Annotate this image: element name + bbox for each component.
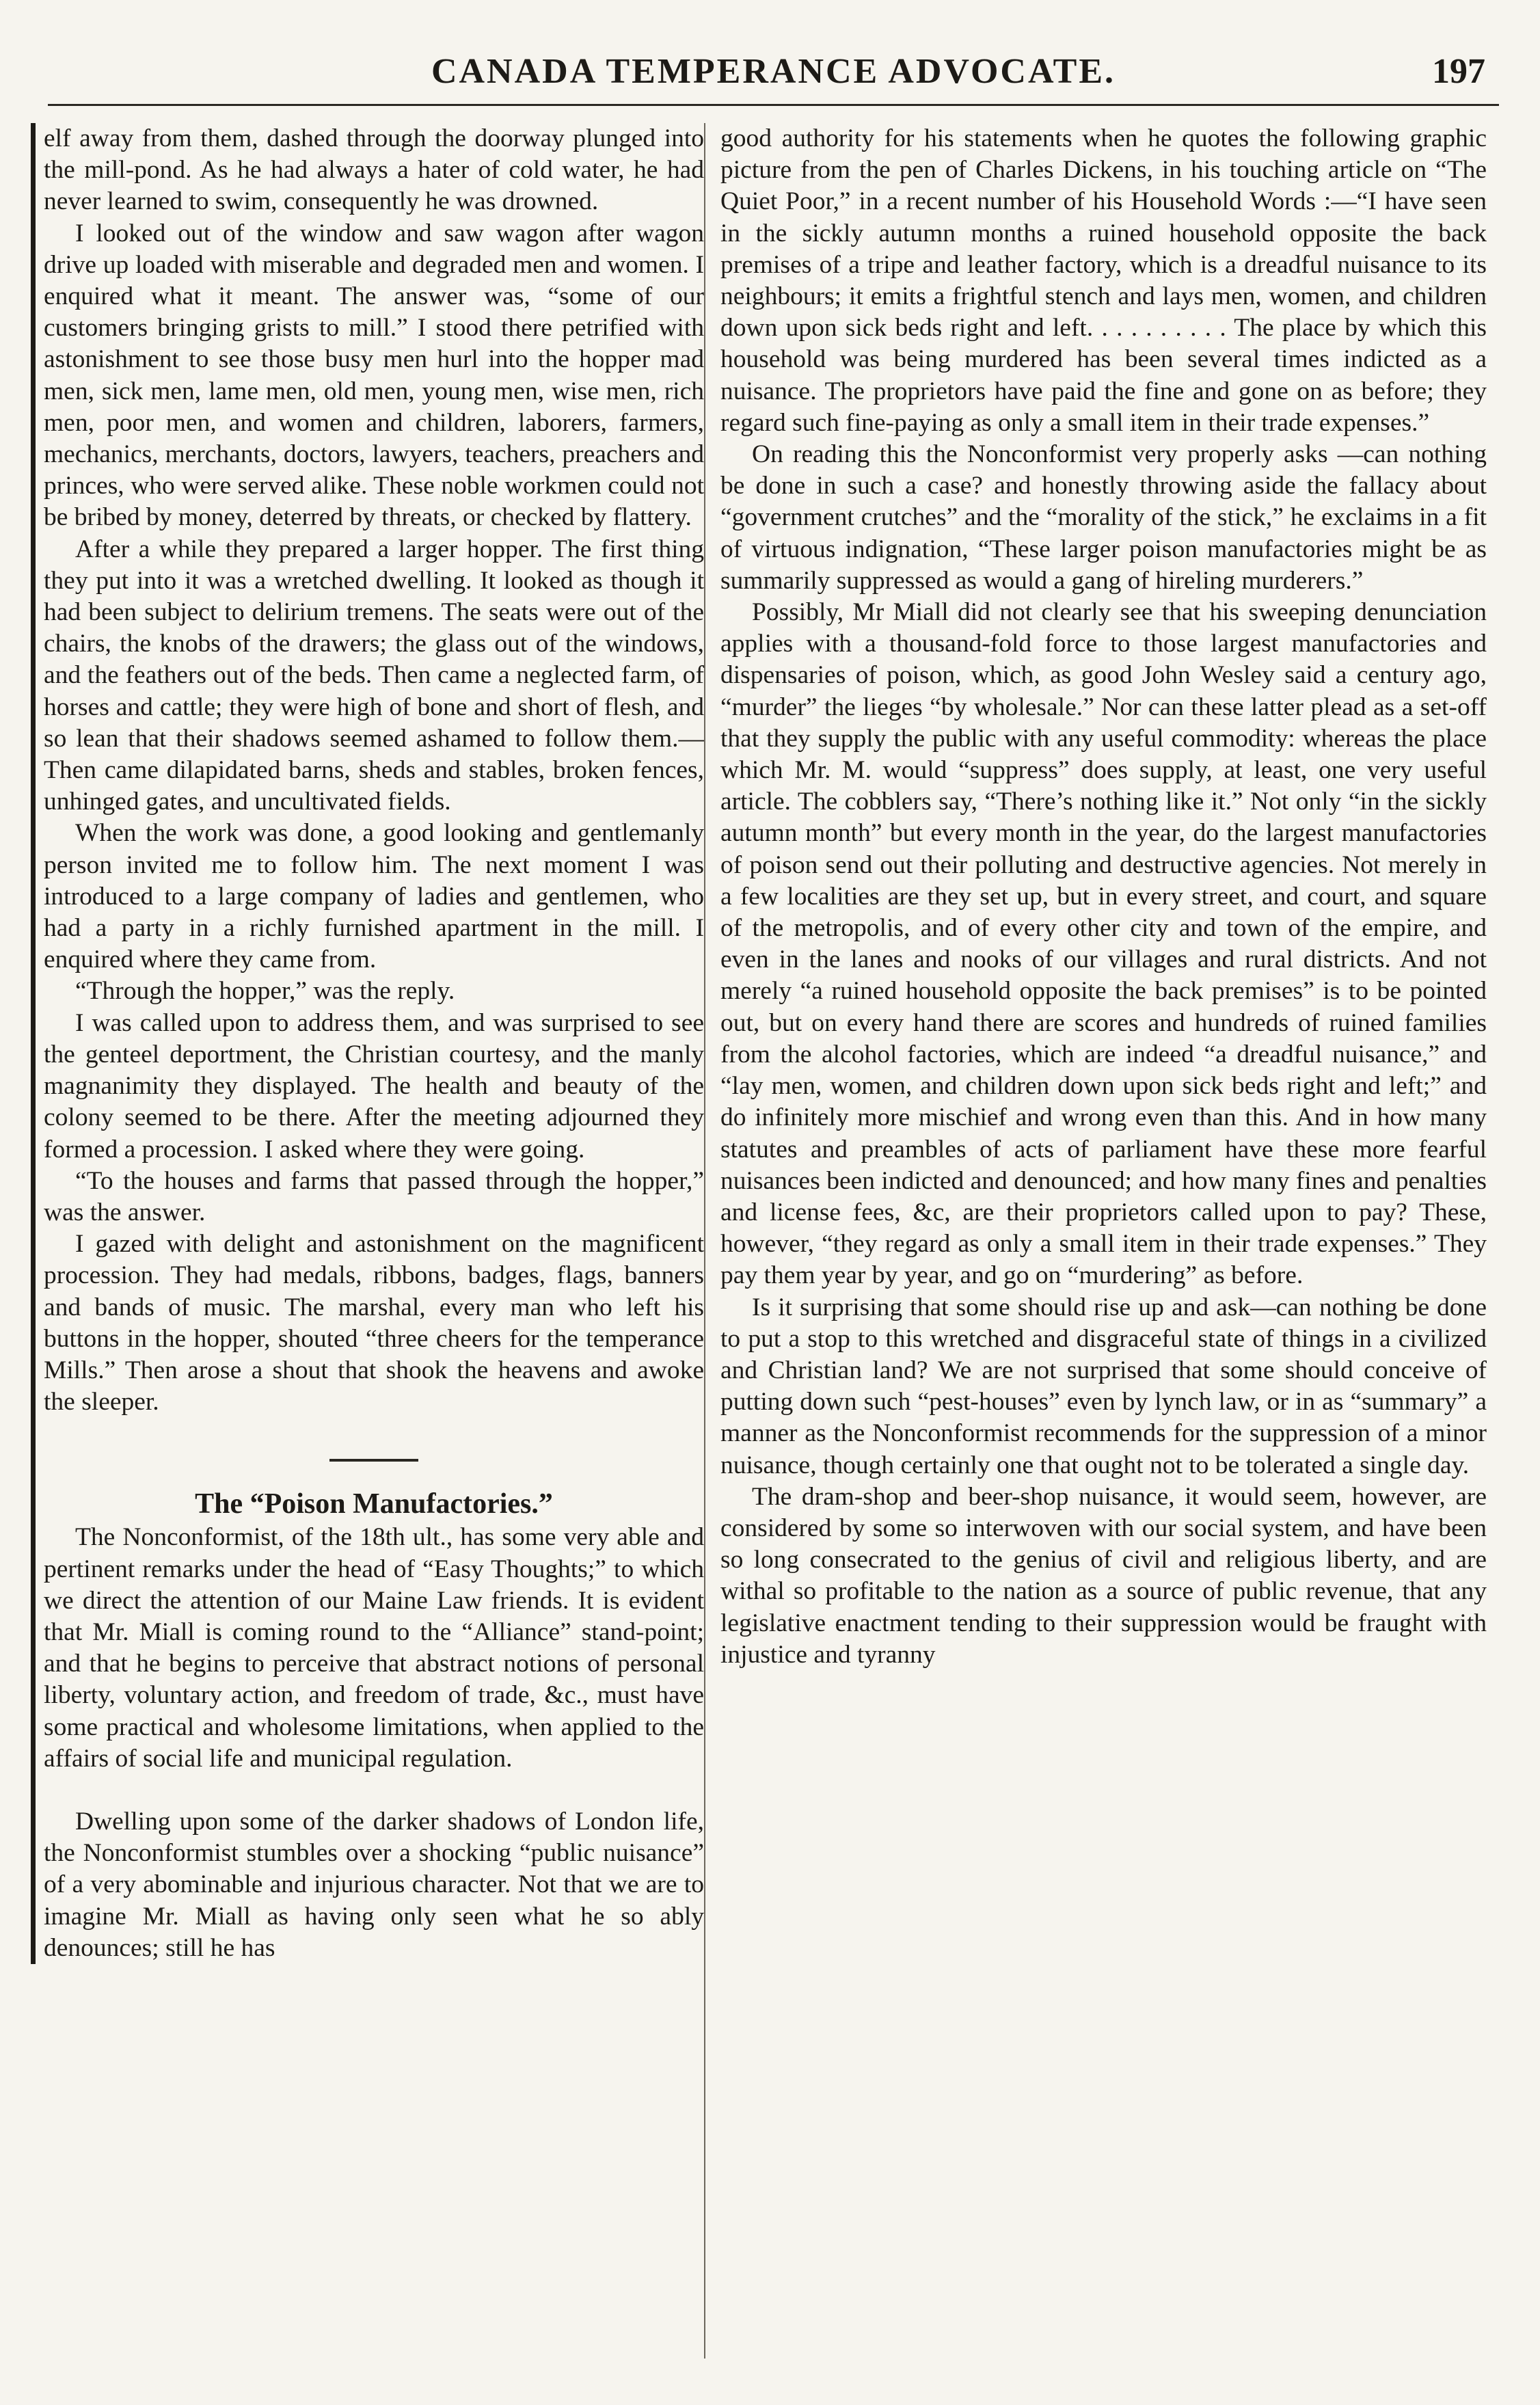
paragraph: When the work was done, a good looking and gentlemanly person invited me to follow him. The next moment I was introduced to a large company of ladies and gentlemen, who had a party in a richly furnished apartment in the mill. I enquired where they came from. bbox=[44, 819, 704, 974]
paragraph: I gazed with delight and astonishment on the magnificent procession. They had medals, ribbons, badges, flags, banners and bands of music. The marshal, every man who left his buttons in the hopper, shouted “three cheers for the temperance Mills.” Then arose a shout that shook the heavens and awoke the sleeper. bbox=[44, 1230, 704, 1416]
paragraph: “To the houses and farms that passed through the hopper,” was the answer. bbox=[44, 1166, 704, 1226]
paragraph: Is it surprising that some should rise up and ask—can nothing be done to put a stop to this wretched and disgraceful state of things in a civilized and Christian land? We are not surprised that some should conceive of putting down such “pest-houses” even by lynch law, or in as “summary” a manner as the Nonconformist recommends for the suppression of a minor nuisance, though certainly one that ought not to be tolerated a single day. bbox=[720, 1293, 1487, 1479]
paragraph: I looked out of the window and saw wagon after wagon drive up loaded with miserable and degraded men and women. I enquired what it meant. The answer was, “some of our customers bringing grists to mill.” I stood there petrified with astonishment to see those busy men hurl into the hopper mad men, sick men, lame men, old men, young men, wise men, rich men, poor men, and women and children, laborers, farmers, mechanics, merchants, doctors, lawyers, teachers, preachers and princes, who were served alike. These noble workmen could not be bribed by money, deterred by threats, or checked by flattery. bbox=[44, 219, 704, 532]
paragraph: The Nonconformist, of the 18th ult., has some very able and pertinent remarks under the head of “Easy Thoughts;” to which we direct the attention of our Maine Law friends. It is evident that Mr. Miall is coming round to the “Alliance” stand-point; and that he begins to perceive that abstract notions of personal liberty, voluntary action, and freedom of trade, &c., must have some practical and wholesome limitations, when applied to the affairs of social life and municipal regulation. bbox=[44, 1523, 704, 1773]
paragraph: After a while they prepared a larger hopper. The first thing they put into it was a wretched dwelling. It looked as though it had been subject to delirium tremens. The seats were out of the chairs, the knobs of the drawers; the glass out of the windows, and the feathers out of the beds. Then came a neglected farm, of horses and cattle; they were high of bone and short of flesh, and so lean that their shadows seemed ashamed to follow them.—Then came dilapidated barns, sheds and stables, broken fences, unhinged gates, and uncultivated fields. bbox=[44, 535, 704, 816]
paragraph: The dram-shop and beer-shop nuisance, it would seem, however, are considered by some so interwoven with our social system, and have been so long consecrated to the genius of civil and religious liberty, and are withal so profitable to the nation as a source of public revenue, that any legislative enactment tending to their suppression would be fraught with injustice and tyranny bbox=[720, 1482, 1487, 1669]
paragraph: Dwelling upon some of the darker shadows of London life, the Nonconformist stumbles over a shocking “public nuisance” of a very abominable and injurious character. Not that we are to imagine Mr. Miall as having only seen what he so ably denounces; still he has bbox=[44, 1807, 704, 1962]
left-column bbox=[31, 123, 704, 1964]
paragraph-gap bbox=[44, 1775, 704, 1806]
paragraph: good authority for his statements when he quotes the following graphic picture from the pen of Charles Dickens, in his touching article on “The Quiet Poor,” in a recent number of his Household Words :—“I have seen in the sickly autumn months a ruined household opposite the back premises of a tripe and leather factory, which is a dreadful nuisance to its neighbours; it emits a frightful stench and lays men, women, and children down upon sick beds right and left. . . . . . . . . . The place by which this household was being murdered has been several times indicted as a nuisance. The proprietors have paid the fine and gone on as before; they regard such fine-paying as only a small item in their trade expenses.” bbox=[720, 124, 1487, 437]
paragraph: “Through the hopper,” was the reply. bbox=[75, 977, 455, 1006]
paragraph: I was called upon to address them, and was surprised to see the genteel deportment, the Christian courtesy, and the manly magnanimity they displayed. The health and beauty of the colony seemed to be there. After the meeting adjourned they formed a procession. I asked where they were going. bbox=[44, 1008, 704, 1164]
section-heading: The “Poison Manufactories.” bbox=[195, 1488, 553, 1520]
section-divider bbox=[329, 1459, 418, 1462]
paragraph: On reading this the Nonconformist very properly asks —can nothing be done in such a case? and honestly throwing aside the fallacy about “government crutches” and the “morality of the stick,” he exclaims in a fit of virtuous indignation, “These larger poison manufactories might be as summarily suppressed as would a gang of hireling murderers.” bbox=[720, 440, 1487, 595]
page-header bbox=[48, 48, 1499, 103]
right-column bbox=[704, 123, 1487, 2359]
running-title: CANADA TEMPERANCE ADVOCATE. bbox=[431, 52, 1116, 91]
paragraph: elf away from them, dashed through the doorway plunged into the mill-pond. As he had always a hater of cold water, he had never learned to swim, consequently he was drowned. bbox=[44, 124, 704, 216]
page-number: 197 bbox=[1432, 52, 1485, 91]
header-rule bbox=[48, 104, 1499, 106]
paragraph: Possibly, Mr Miall did not clearly see that his sweeping denunciation applies with a thousand-fold force to those largest manufactories and dispensaries of poison, which, as good John Wesley said a century ago, “murder” the lieges “by wholesale.” Nor can these latter plead as a set-off that they supply the public with any useful commodity: whereas the place which Mr. M. would “suppress” does supply, at least, one very useful article. The cobblers say, “There’s nothing like it.” Not only “in the sickly autumn month” but every month in the year, do the largest manufactories of poison send out their polluting and destructive agencies. Not merely in a few localities are they set up, but in every street, and court, and square of the metropolis, and of every other city and town of the empire, and even in the lanes and nooks of our villages and rural districts. And not merely “a ruined household opposite the back premises” is to be pointed out, but on every hand there are scores and hundreds of ruined families from the alcohol factories, which are indeed “a dreadful nuisance,” and “lay men, women, and children down upon sick beds right and left;” and do infinitely more mischief and wrong even than this. And in how many statutes and preambles of acts of parliament have these more fearful nuisances been indicted and denounced; and how many fines and penalties and license fees, &c, are their proprietors called upon to pay? These, however, “they regard as only a small item in their trade expenses.” They pay them year by year, and go on “murdering” as before. bbox=[720, 598, 1487, 1290]
